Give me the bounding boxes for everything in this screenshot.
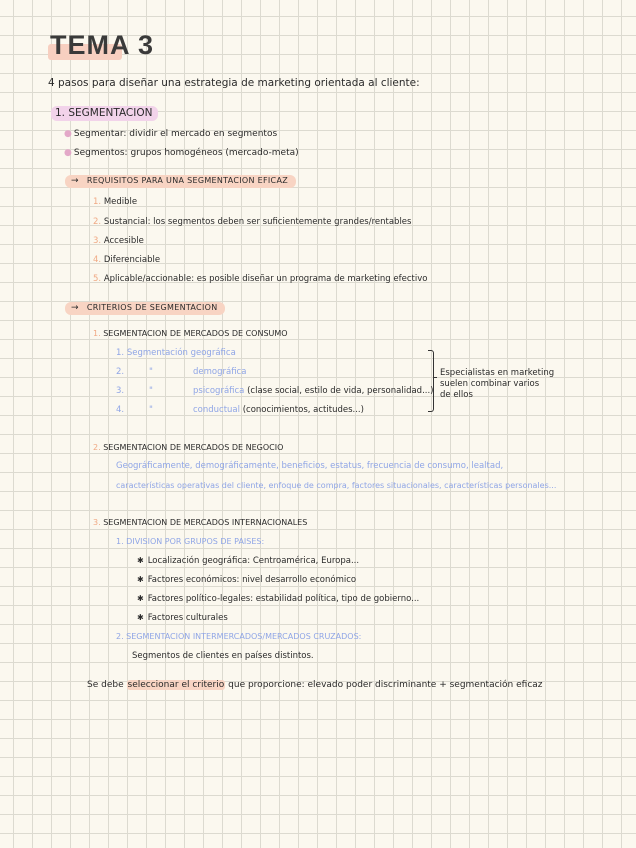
page-title: TEMA 3 [50, 30, 155, 60]
closing-text: Se debe seleccionar el criterio que proporcione: elevado poder discriminante + segmentación eficaz [87, 680, 543, 690]
consumo-row: 4. " conductual (conocimientos, actitudes...) [116, 405, 364, 415]
section-heading-segmentacion: 1. SEGMENTACION [51, 106, 158, 121]
negocio-line: Geográficamente, demográficamente, beneficios, estatus, frecuencia de consumo, lealtad, [116, 461, 504, 471]
factor-item: ✱ Factores político-legales: estabilidad política, tipo de gobierno... [137, 594, 420, 604]
consumo-row: 2. " demográfica [116, 367, 247, 377]
requisito-item: 5. Aplicable/accionable: es posible diseñar un programa de marketing efectivo [93, 274, 428, 284]
requisito-item: 4. Diferenciable [93, 255, 161, 265]
requisito-item: 1. Medible [93, 197, 138, 207]
arrow-right-icon: → [71, 303, 79, 313]
intro-text: 4 pasos para diseñar una estrategia de marketing orientada al cliente: [48, 77, 420, 89]
asterisk-icon: ✱ [137, 594, 144, 603]
bullet-dot-icon: ● [64, 148, 72, 158]
closing-highlight: seleccionar el criterio [127, 680, 225, 690]
asterisk-icon: ✱ [137, 613, 144, 622]
bullet-dot-icon: ● [64, 129, 72, 139]
bracket-tip [433, 377, 437, 378]
bracket-note: Especialistas en marketing suelen combinar varios de ellos [440, 368, 555, 400]
consumo-row: 1. Segmentación geográfica [116, 348, 236, 358]
factor-item: ✱ Factores económicos: nivel desarrollo económico [137, 575, 357, 585]
negocio-line: características operativas del cliente, enfoque de compra, factores situacionales, características personales... [116, 481, 557, 490]
requisito-item: 2. Sustancial: los segmentos deben ser suficientemente grandes/rentables [93, 217, 412, 227]
bracket [428, 350, 434, 412]
asterisk-icon: ✱ [137, 556, 144, 565]
negocio-heading: 2. SEGMENTACION DE MERCADOS DE NEGOCIO [93, 443, 284, 452]
arrow-right-icon: → [71, 176, 79, 186]
internacional-sub2: 2. SEGMENTACION INTERMERCADOS/MERCADOS CRUZADOS: [116, 632, 362, 641]
internacional-heading: 3. SEGMENTACION DE MERCADOS INTERNACIONALES [93, 518, 308, 527]
consumo-row: 3. " psicográfica (clase social, estilo de vida, personalidad...) [116, 386, 434, 396]
criterios-heading: → CRITERIOS DE SEGMENTACION [65, 302, 225, 315]
bullet-segmentar: ● Segmentar: dividir el mercado en segmentos [64, 129, 278, 139]
asterisk-icon: ✱ [137, 575, 144, 584]
requisito-item: 3. Accesible [93, 236, 144, 246]
factor-item: ✱ Factores culturales [137, 613, 228, 623]
internacional-sub2-text: Segmentos de clientes en países distintos. [132, 651, 314, 661]
factor-item: ✱ Localización geográfica: Centroamérica, Europa... [137, 556, 360, 566]
internacional-sub1: 1. DIVISION POR GRUPOS DE PAISES: [116, 537, 265, 546]
bullet-segmentos: ● Segmentos: grupos homogéneos (mercado-meta) [64, 148, 299, 158]
consumo-heading: 1. SEGMENTACION DE MERCADOS DE CONSUMO [93, 329, 288, 338]
requisitos-heading: → REQUISITOS PARA UNA SEGMENTACION EFICAZ [65, 175, 296, 188]
